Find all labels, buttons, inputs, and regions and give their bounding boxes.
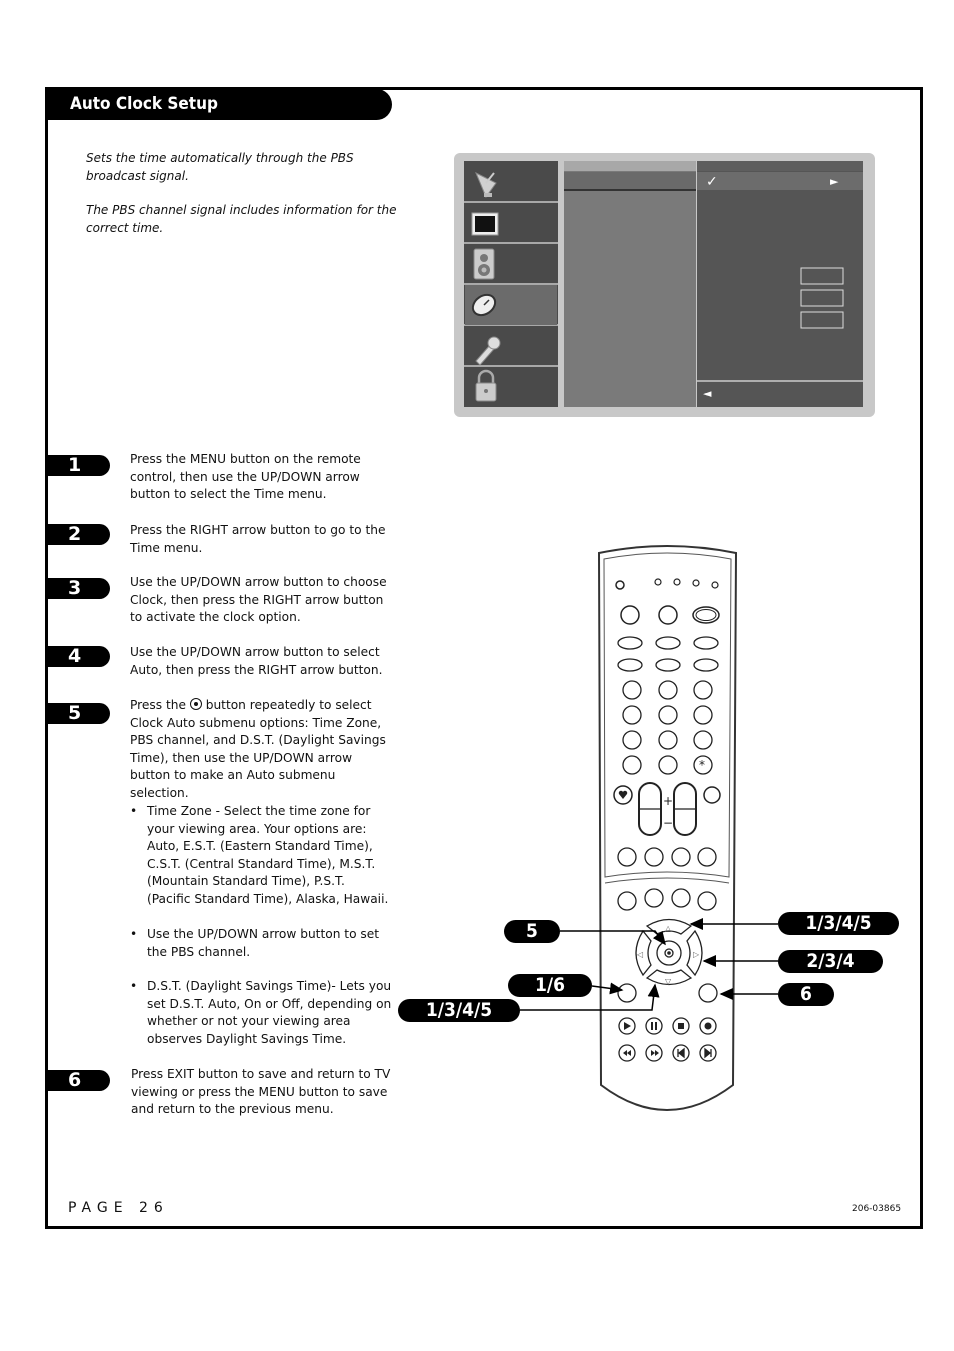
callout-left-top: 5 [504,920,560,943]
step-badge-5: 5 [48,703,110,724]
page-number: PAGE 26 [68,1200,169,1216]
svg-text:*: * [699,758,705,772]
callout-left-bottom: 1/3/4/5 [398,999,520,1022]
step-text-3: Use the UP/DOWN arrow button to choose Clock, then press the RIGHT arrow button to activate the clock option. [130,575,387,625]
osd-check-mark: ✓ [706,174,718,190]
svg-text:▷: ▷ [693,950,700,959]
callout-right-mid: 2/3/4 [778,950,883,973]
step-text-4: Use the UP/DOWN arrow button to select Auto, then press the RIGHT arrow button. [130,645,383,677]
callout-right-top: 1/3/4/5 [778,912,899,935]
step-badge-3: 3 [48,578,110,599]
bullet-text: D.S.T. (Daylight Savings Time)- Lets you set D.S.T. Auto, On or Off, depending on whether or not your viewing area observes Daylight Savings Time. [147,979,392,1046]
section-title: Auto Clock Setup [48,89,392,120]
bullet-dot: • [130,979,138,993]
svg-text:▽: ▽ [665,977,672,986]
svg-text:+: + [663,794,674,808]
step-badge-1: 1 [48,455,110,476]
step-5-text-after: button repeatedly to select Clock Auto submenu options: Time Zone, PBS channel, and D.S.T. (Daylight Savings Time), then use the UP/DOWN arrow button to make an Auto submenu selection. [130,698,386,800]
osd-right-arrow: ► [830,175,839,188]
step-5-text-before: Press the [130,698,186,712]
svg-text:−: − [663,816,674,830]
step-badge-6: 6 [48,1070,110,1091]
document-code: 206-03865 [852,1204,902,1214]
bullet-dot: • [130,927,138,941]
step-text-6: Press EXIT button to save and return to TV viewing or press the MENU button to save and return to the previous menu. [131,1067,391,1117]
step-text-1: Press the MENU button on the remote control, then use the UP/DOWN arrow button to select the Time menu. [130,452,361,502]
step-badge-2: 2 [48,524,110,545]
bullet-text: Time Zone - Select the time zone for your viewing area. Your options are: Auto, E.S.T. (Eastern Standard Time), C.S.T. (Central Standard Time), M.S.T. (Mountain Standard Time), P.S.T. (Pacific Standard Time), Alaska, Hawaii. [147,804,389,906]
bullet-dot: • [130,804,138,818]
intro-paragraph-1: Sets the time automatically through the PBS broadcast signal. [86,151,354,183]
osd-left-arrow: ◄ [703,387,712,400]
svg-text:◁: ◁ [637,950,644,959]
callout-left-mid: 1/6 [508,974,592,997]
callout-right-bottom: 6 [778,983,834,1006]
bullet-text: Use the UP/DOWN arrow button to set the PBS channel. [147,927,380,959]
svg-text:△: △ [665,924,672,933]
step-badge-4: 4 [48,646,110,667]
intro-paragraph-2: The PBS channel signal includes information for the correct time. [86,203,397,235]
step-text-2: Press the RIGHT arrow button to go to the Time menu. [130,523,386,555]
